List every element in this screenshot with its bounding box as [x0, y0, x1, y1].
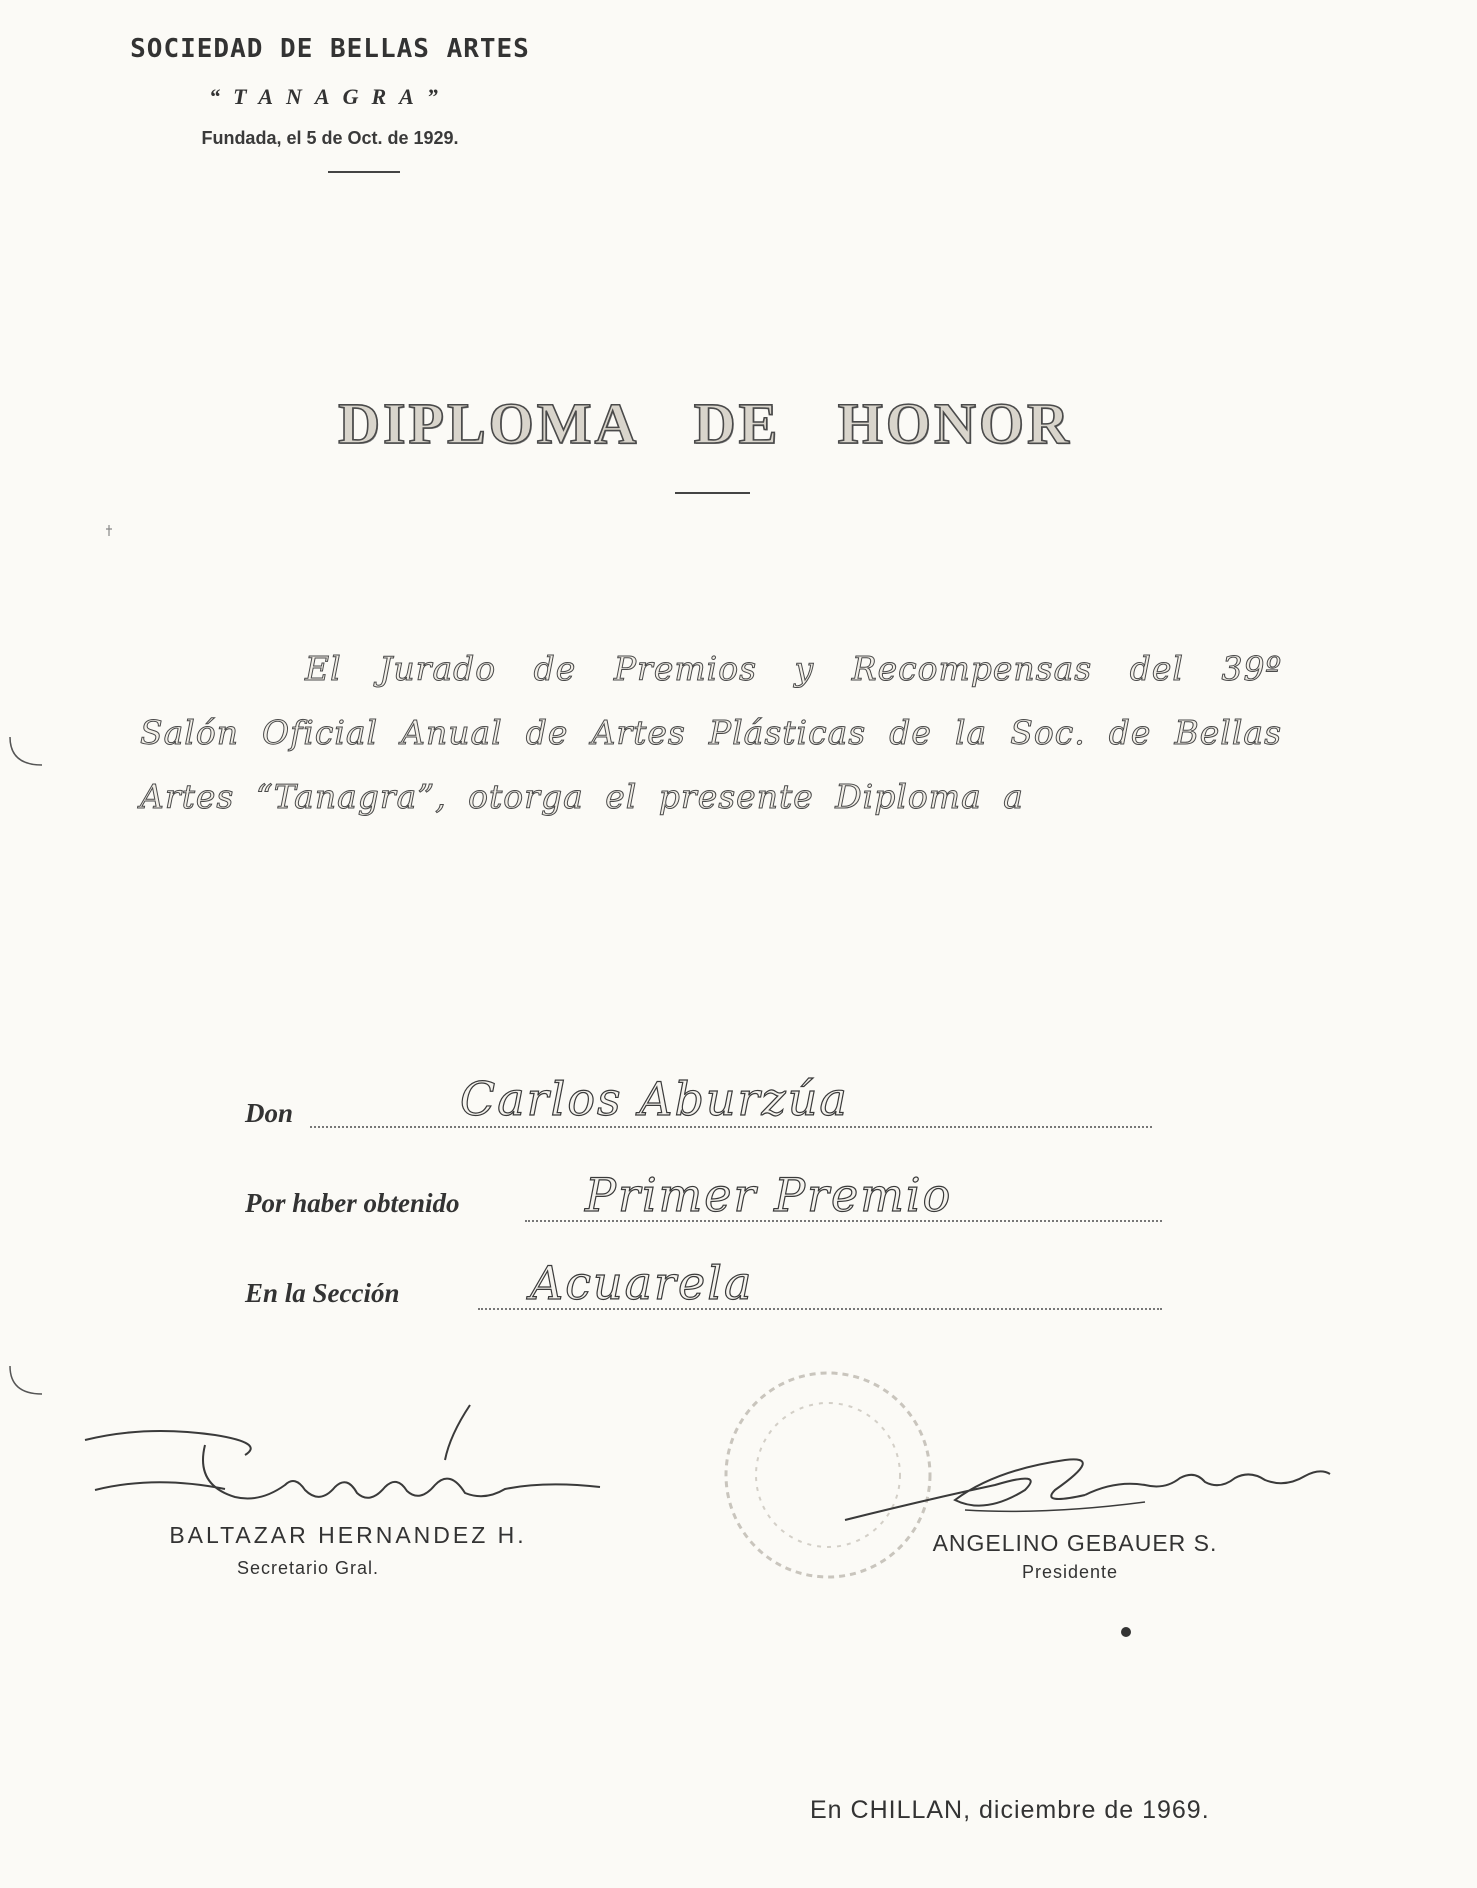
ink-dot	[1119, 1625, 1133, 1639]
president-role: Presidente	[1021, 1562, 1119, 1582]
secretary-signature	[85, 1405, 605, 1515]
place-date: En CHILLAN, diciembre de 1969.	[810, 1796, 1210, 1824]
award-value: Primer Premio	[585, 1168, 953, 1222]
president-name: ANGELINO GEBAUER S.	[932, 1530, 1218, 1556]
society-name: SOCIEDAD DE BELLAS ARTES	[130, 34, 530, 64]
award-statement: El Jurado de Premios y Recompensas del 39º Salón Oficial Anual de Artes Plásticas de la Soc. de Bellas Artes “Tanagra”, otorga el presente Diploma a	[140, 649, 1282, 816]
diploma-title: DIPLOMA DE HONOR	[338, 391, 1072, 456]
secretary-role: Secretario Gral.	[236, 1558, 380, 1578]
binder-hole-mark-top	[6, 735, 46, 775]
paper-speck	[104, 524, 114, 538]
section-value: Acuarela	[530, 1256, 754, 1310]
don-label: Don	[245, 1098, 294, 1128]
header-rule	[328, 171, 400, 173]
recipient-name: Carlos Aburzúa	[460, 1072, 849, 1126]
president-signature	[845, 1440, 1335, 1530]
binder-hole-mark-bottom	[6, 1364, 46, 1404]
award-label: Por haber obtenido	[245, 1188, 460, 1218]
founded-date: Fundada, el 5 de Oct. de 1929.	[201, 128, 459, 148]
section-label: En la Sección	[245, 1278, 400, 1308]
society-tanagra: “TANAGRA”	[209, 84, 451, 109]
secretary-name: BALTAZAR HERNANDEZ H.	[169, 1522, 527, 1548]
title-rule	[675, 492, 750, 494]
don-line	[310, 1126, 1152, 1128]
